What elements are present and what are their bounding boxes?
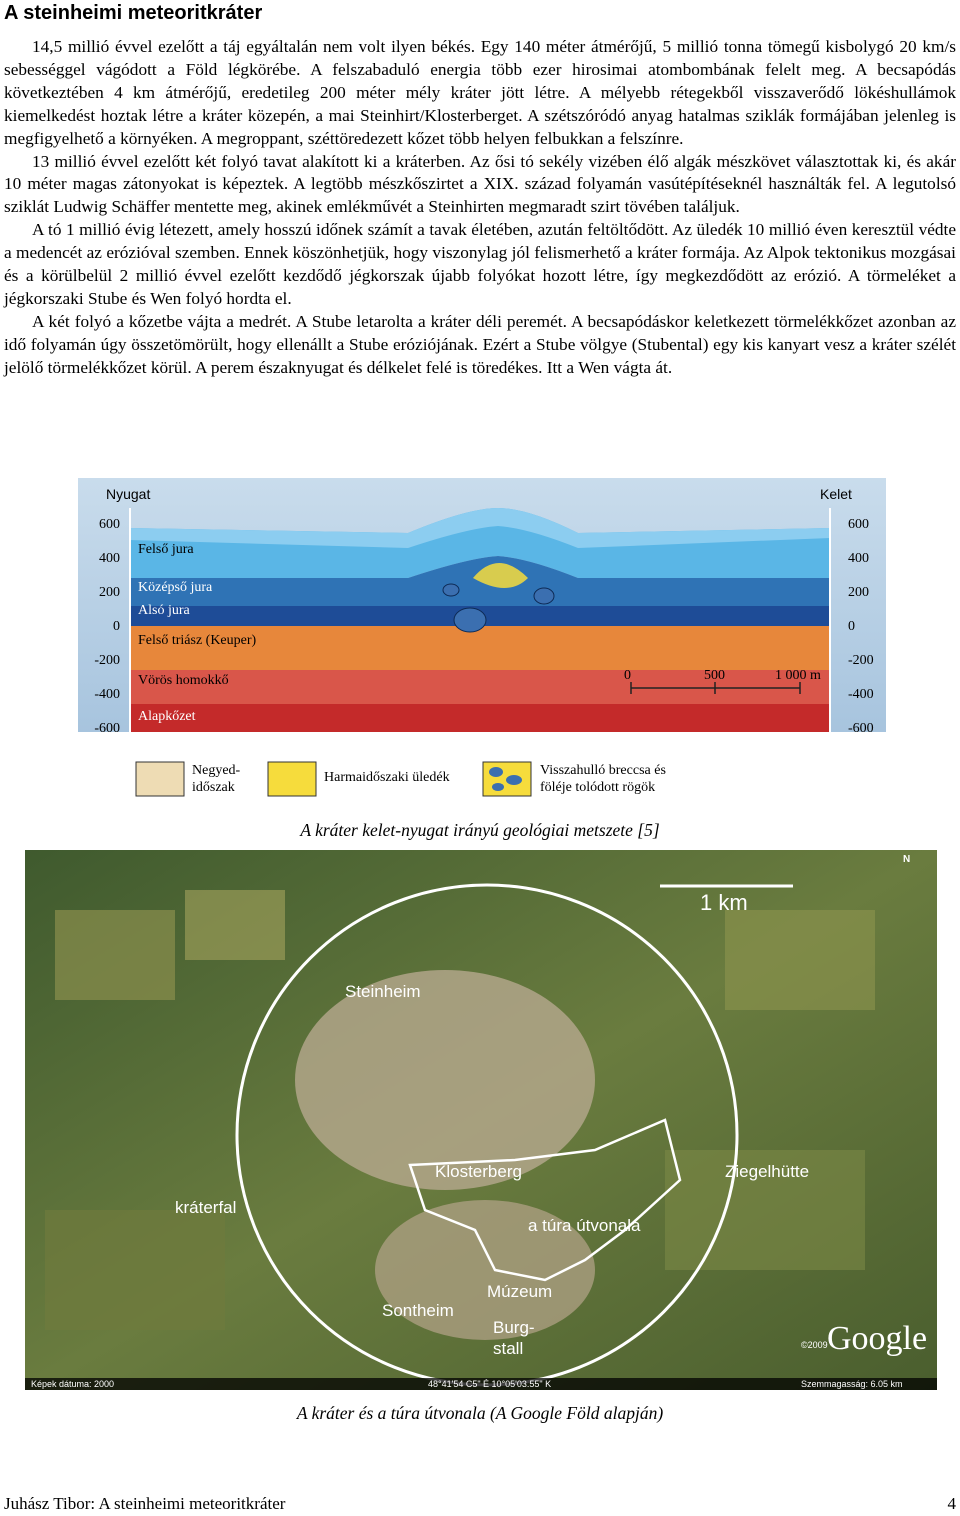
axis-tick: 600	[99, 517, 120, 532]
west-label: Nyugat	[106, 486, 151, 502]
axis-tick: 0	[113, 619, 120, 634]
satellite-map	[25, 850, 937, 1390]
paragraph: A tó 1 millió évig létezett, amely hosszú időnek számít a tavak életében, azután feltöltődött. Az üledék 10 millió éven keresztül védte a medencét az erózióval szemben. Ennek köszönhetjük, hogy viszonylag jól felismerhető a kráter formája. Az Alpok tektonikus mozgásai és a körülbelül 2 millió évvel ezelőtt kezdődő jégkorszak újabb folyókat hozott létre, így megkezdődött az erózió. A törmeléket a jégkorszaki Stube és Wen folyó hordta el.	[4, 220, 956, 308]
map-label-ziegelhutte: Ziegelhütte	[725, 1162, 810, 1181]
axis-tick: -200	[94, 653, 120, 668]
page-number: 4	[947, 1494, 956, 1513]
google-logo: Google	[827, 1320, 928, 1357]
legend-line: Visszahulló breccsa és	[540, 763, 666, 778]
layer-label: Vörös homokkő	[138, 673, 229, 688]
footer-author-title: Juhász Tibor: A steinheimi meteoritkráter	[4, 1494, 286, 1513]
legend-swatch-quaternary	[136, 762, 184, 796]
map-label-muzeum: Múzeum	[487, 1282, 553, 1301]
map-label-line: Burg-	[493, 1318, 535, 1337]
map-label-sontheim: Sontheim	[382, 1301, 454, 1320]
north-icon: N	[903, 854, 911, 865]
scale-label: 0	[624, 668, 631, 683]
paragraph: 13 millió évvel ezelőtt két folyó tavat alakított ki a kráterben. Az ősi tó sekély vizében élő algák mészkövet választottak ki, és akár 10 méter magas zátonyokat is képeztek. A legtöbb mészkőszirtet a XIX. század folyamán vasútépítéseknél használták fel. A legutolsó sziklát Ludwig Schäffer mentette meg, akinek emlékművét a Steinhirten megmaradt szirt tövében találjuk.	[4, 151, 956, 217]
map-coordinates: 48°41'54 C5" É 10°05'03.55" K	[428, 1379, 552, 1389]
map-date: Képek dátuma: 2000	[31, 1379, 115, 1389]
axis-tick: 600	[848, 517, 869, 532]
legend-line: Negyed-	[192, 763, 241, 778]
east-label: Kelet	[820, 486, 852, 502]
layer-label: Alsó jura	[138, 603, 190, 618]
map-scale-label: 1 km	[700, 890, 748, 915]
axis-tick: 0	[848, 619, 855, 634]
article-body	[4, 36, 956, 380]
map-label-klosterberg: Klosterberg	[435, 1162, 522, 1181]
legend-label-breccia	[540, 762, 666, 796]
right-axis-ticks	[848, 508, 884, 746]
layer-label: Középső jura	[138, 580, 213, 595]
legend-swatch-tertiary	[268, 762, 316, 796]
map-label-route: a túra útvonala	[528, 1216, 641, 1235]
map-label-steinheim: Steinheim	[345, 982, 421, 1001]
map-label-kraterfal: kráterfal	[175, 1198, 237, 1217]
layer-label: Alapkőzet	[138, 709, 196, 724]
map-altitude: Szemmagasság: 6.05 km	[801, 1379, 903, 1389]
satellite-image	[25, 850, 937, 1390]
legend-line: időszak	[192, 780, 235, 795]
axis-tick: -600	[848, 721, 874, 736]
axis-tick: 200	[99, 585, 120, 600]
layer-label: Felső jura	[138, 542, 194, 557]
axis-tick: 400	[848, 551, 869, 566]
axis-tick: 400	[99, 551, 120, 566]
scale-label: 500	[704, 668, 725, 683]
axis-tick: -600	[94, 721, 120, 736]
page-footer	[4, 1494, 956, 1514]
axis-tick: -400	[848, 687, 874, 702]
left-axis-ticks	[90, 508, 120, 746]
page-title: A steinheimi meteoritkráter	[4, 2, 263, 24]
map-label-burgstall	[493, 1317, 535, 1359]
map-caption: A kráter és a túra útvonala (A Google Föld alapján)	[296, 1403, 664, 1423]
legend-line: föléje tolódott rögök	[540, 780, 656, 795]
paragraph: 14,5 millió évvel ezelőtt a táj egyáltalán nem volt ilyen békés. Egy 140 méter átmérőjű, 5 millió tonna tömegű kisbolygó 20 km/s sebességgel vágódott a Föld légkörébe. A felszabaduló energia több ezer hirosimai atombombának felelt meg. A becsapódás következtében 4 km átmérőjű, eredetileg 200 méter mély kráter jött létre. A mélyebb rétegekből visszaverődő lökéshullámok kiemelkedést hoztak létre a kráter közepén, a mai Steinhirt/Klosterberget. A szétszóródó anyag hatalmas sziklák formájában jelenleg is megfigyelhető a környéken. A megroppant, széttöredezett kőzet több helyen felbukkan a felszínre.	[4, 37, 956, 148]
cross-section-caption: A kráter kelet-nyugat irányú geológiai metszete [5]	[300, 820, 660, 840]
paragraph: A két folyó a kőzetbe vájta a medrét. A Stube letarolta a kráter déli peremét. A becsapódáskor keletkezett törmelékkőzet azonban az idő folyamán úgy összetömörült, hogy ellenállt a Stube eróziójának. Ezért a Stube völgye (Stubental) egy kis kanyart vesz a kráter szélét jelölő törmelékkőzet körül. A perem északnyugat és délkelet felé is töredékes. Itt a Wen vágta át.	[4, 311, 956, 377]
map-copyright: ©2009	[801, 1340, 828, 1350]
legend-label-tertiary: Harmaidőszaki üledék	[324, 770, 450, 785]
cross-section-figure	[78, 478, 886, 810]
axis-tick: -400	[94, 687, 120, 702]
axis-tick: 200	[848, 585, 869, 600]
map-label-line: stall	[493, 1339, 524, 1358]
legend-label-quaternary	[192, 762, 240, 796]
scale-label: 1 000 m	[775, 668, 821, 683]
layer-label: Felső triász (Keuper)	[138, 633, 257, 648]
axis-tick: -200	[848, 653, 874, 668]
